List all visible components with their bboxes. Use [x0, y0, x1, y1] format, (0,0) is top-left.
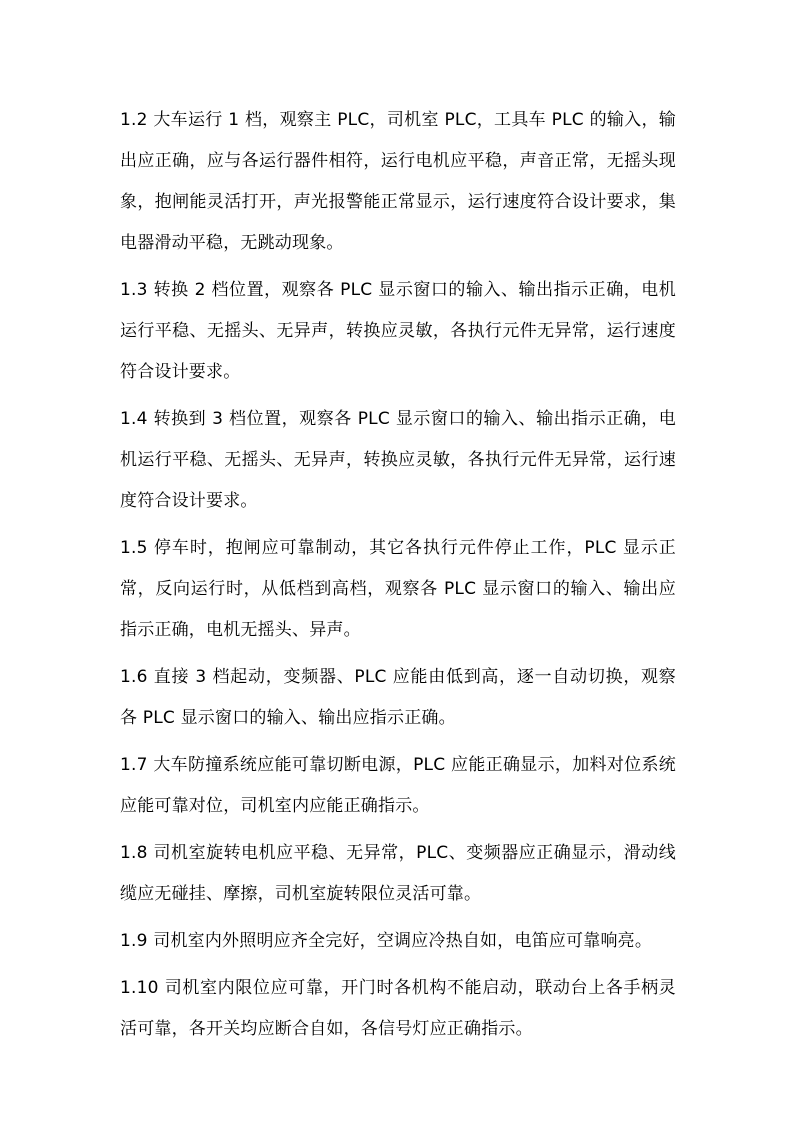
- document-body: [120, 100, 676, 1056]
- paragraph-1-6: 1.6 直接 3 档起动，变频器、PLC 应能由低到高，逐一自动切换，观察各 PLC 显示窗口的输入、输出应指示正确。: [120, 667, 676, 728]
- paragraph-1-7: 1.7 大车防撞系统应能可靠切断电源，PLC 应能正确显示，加料对位系统应能可靠对位，司机室内应能正确指示。: [120, 755, 676, 816]
- paragraph-1-3: 1.3 转换 2 档位置，观察各 PLC 显示窗口的输入、输出指示正确，电机运行平稳、无摇头、无异声，转换应灵敏，各执行元件无异常，运行速度符合设计要求。: [120, 280, 676, 382]
- paragraph-1-2: 1.2 大车运行 1 档，观察主 PLC，司机室 PLC，工具车 PLC 的输入，输出应正确，应与各运行器件相符，运行电机应平稳，声音正常，无摇头现象，抱闸能灵活打开，声光报警能正常显示，运行速度符合设计要求，集电器滑动平稳，无跳动现象。: [120, 110, 676, 253]
- paragraph-1-8: 1.8 司机室旋转电机应平稳、无异常，PLC、变频器应正确显示，滑动线缆应无碰挂、摩擦，司机室旋转限位灵活可靠。: [120, 843, 676, 904]
- paragraph-1-4: 1.4 转换到 3 档位置，观察各 PLC 显示窗口的输入、输出指示正确，电机运行平稳、无摇头、无异声，转换应灵敏，各执行元件无异常，运行速度符合设计要求。: [120, 409, 676, 511]
- paragraph-1-10: 1.10 司机室内限位应可靠，开门时各机构不能启动，联动台上各手柄灵活可靠，各开关均应断合自如，各信号灯应正确指示。: [120, 978, 676, 1039]
- paragraph-1-5: 1.5 停车时，抱闸应可靠制动，其它各执行元件停止工作，PLC 显示正常，反向运行时，从低档到高档，观察各 PLC 显示窗口的输入、输出应指示正确，电机无摇头、异声。: [120, 538, 676, 640]
- paragraph-1-9: 1.9 司机室内外照明应齐全完好，空调应冷热自如，电笛应可靠响亮。: [120, 931, 653, 951]
